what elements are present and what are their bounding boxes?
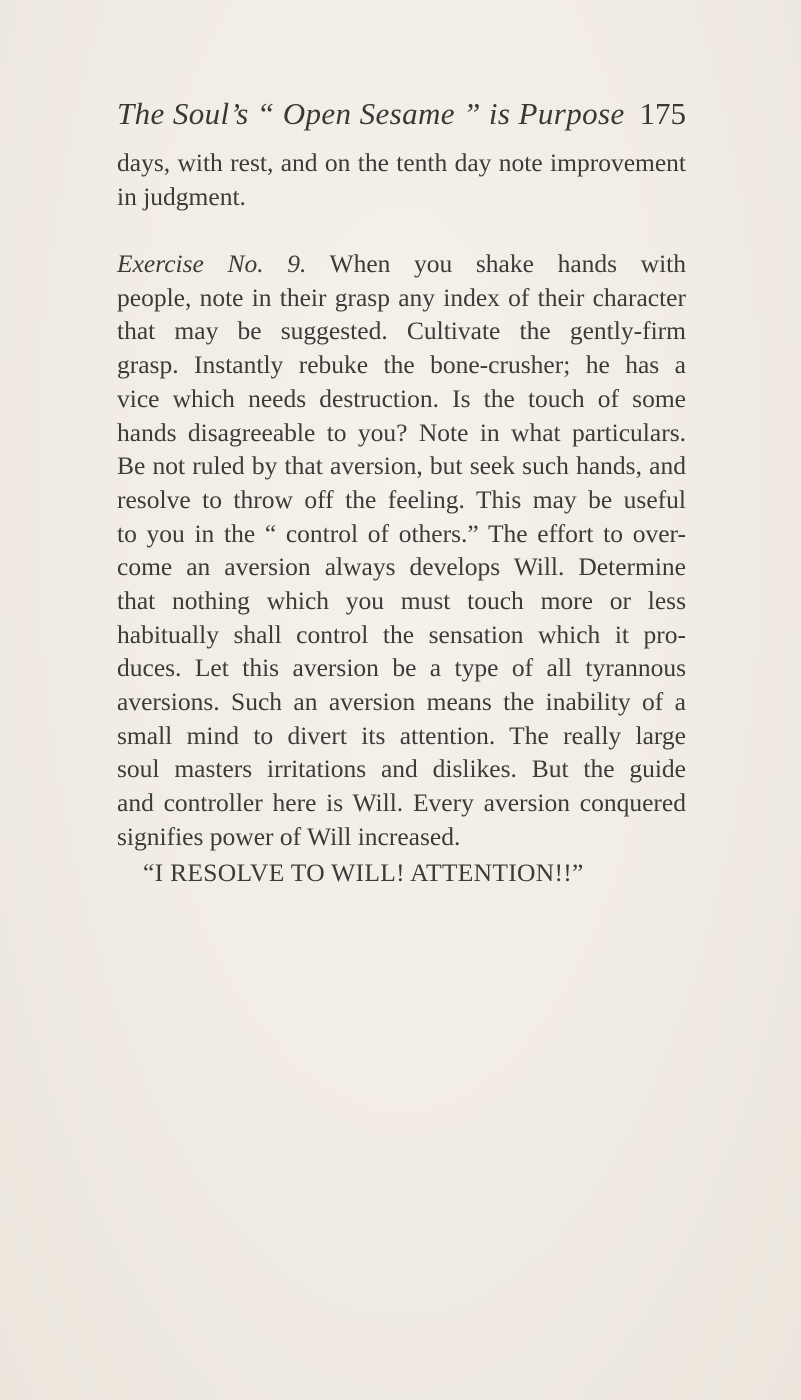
page-number: 175	[639, 96, 686, 131]
paragraph-gap	[117, 213, 686, 247]
text-line: hands disagreeable to you? Note in what particulars.	[117, 417, 686, 447]
text-line: habitually shall control the sensation which it pro-	[117, 619, 686, 649]
text-line: aversions. Such an aversion means the inability of a	[117, 687, 686, 716]
text-line: and controller here is Will. Every aversion conquered	[117, 788, 686, 818]
text-line: people, note in their grasp any index of their character	[117, 282, 686, 312]
text-line: Be not ruled by that aversion, but seek such hands, and	[117, 451, 686, 481]
body-text	[117, 146, 686, 893]
text-line: that may be suggested. Cultivate the gently-firm	[117, 316, 686, 346]
text-line: to you in the “ control of others.” The effort to over-	[117, 518, 686, 548]
exercise-first-line-text: When you shake hands with	[329, 249, 687, 279]
text-line: soul masters irritations and dislikes. But the guide	[117, 754, 686, 784]
text-line: in judgment.	[117, 181, 246, 211]
exercise-label: Exercise No. 9.	[117, 249, 307, 279]
text-line: days, with rest, and on the tenth day note improvement	[117, 148, 686, 177]
text-line: vice which needs destruction. Is the touch of some	[117, 383, 686, 413]
text-line: resolve to throw off the feeling. This may be useful	[117, 484, 686, 514]
text-line: duces. Let this aversion be a type of all tyrannous	[117, 653, 686, 683]
text-line: that nothing which you must touch more or less	[117, 585, 686, 615]
exercise-first-line	[117, 247, 686, 281]
text-line: signifies power of Will increased.	[117, 821, 461, 851]
text-line: grasp. Instantly rebuke the bone-crusher; he has a	[117, 350, 686, 380]
running-title: The Soul’s “ Open Sesame ” is Purpose	[117, 96, 625, 131]
text-line: small mind to divert its attention. The really large	[117, 720, 686, 750]
running-head	[117, 94, 686, 134]
resolution-line: “I RESOLVE TO WILL! ATTENTION!!”	[143, 858, 584, 888]
text-line: come an aversion always develops Will. Determine	[117, 552, 686, 582]
